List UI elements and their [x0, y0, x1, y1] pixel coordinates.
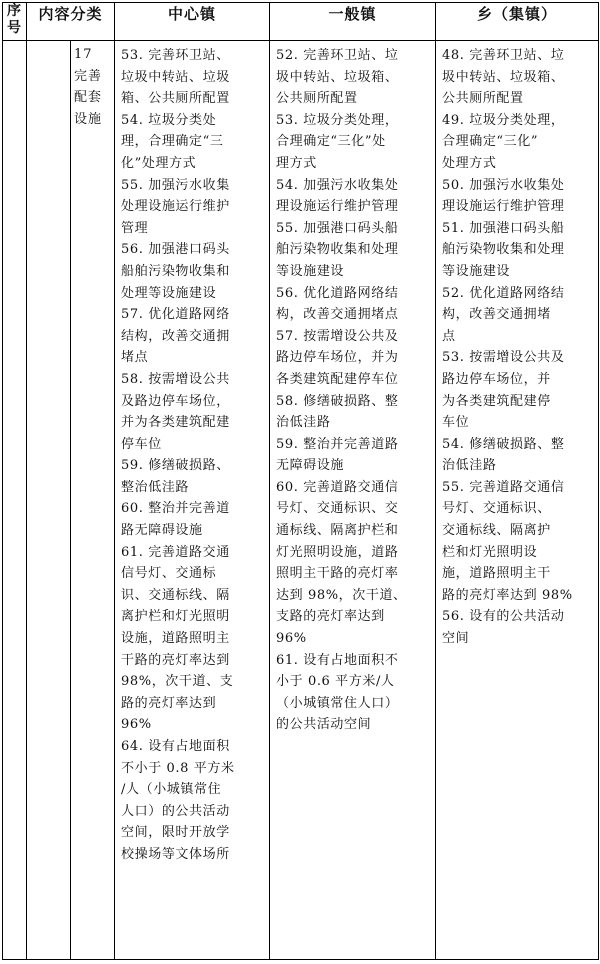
- text-line: 理设施运行维护管理: [276, 199, 399, 215]
- text-line: 60. 完善道路交通信: [276, 479, 399, 495]
- text-line: 理，合理确定“三: [121, 134, 224, 150]
- text-line: 合理确定“三化”处: [276, 134, 386, 150]
- text-line: 小于 0.6 平方米/人: [276, 674, 395, 690]
- text-line: 59. 整治并完善道路: [276, 436, 399, 452]
- text-line: 点: [442, 328, 456, 344]
- text-line: 及路边停车场位，: [121, 393, 230, 409]
- text-line: 路的亮灯率达到: [121, 695, 217, 711]
- text-line: 空间: [442, 631, 470, 647]
- text-line: 57. 优化道路网络: [121, 307, 230, 323]
- text-line: 48. 完善环卫站、垃: [442, 48, 565, 63]
- text-line: 53. 完善环卫站、: [121, 48, 230, 63]
- text-line: 56. 设有的公共活动: [442, 609, 565, 625]
- text-line: 61. 完善道路交通: [121, 544, 230, 560]
- text-line: 垃圾中转站、垃圾: [121, 69, 230, 85]
- text-line: 干路的亮灯率达到: [121, 652, 230, 668]
- text-line: 号灯、交通标识、: [442, 501, 551, 517]
- category-sub-line: 完善: [74, 68, 103, 84]
- table-header-row: [3, 3, 599, 41]
- text-line: /人（小城镇常住: [121, 782, 222, 798]
- text-line: 54. 加强污水收集处: [276, 177, 399, 193]
- general-town-text: [270, 41, 435, 736]
- text-line: 结构，改善交通拥: [121, 328, 230, 344]
- text-line: 处理设施运行维护: [121, 199, 230, 215]
- township-cell: [436, 41, 599, 960]
- text-line: 57. 按需增设公共及: [276, 328, 399, 344]
- text-line: 路边停车场位，并为: [276, 350, 399, 366]
- text-line: 58. 修缮破损路、整: [276, 393, 399, 409]
- text-line: 识、交通标线、隔: [121, 587, 230, 603]
- text-line: 治低洼路: [442, 458, 497, 474]
- text-line: 等设施建设: [442, 263, 511, 279]
- text-line: 59. 修缮破损路、: [121, 458, 230, 474]
- text-line: 53. 垃圾分类处理，: [276, 112, 399, 128]
- text-line: 理方式: [276, 155, 317, 171]
- text-line: 54. 垃圾分类处: [121, 112, 217, 128]
- header-township: 乡（集镇）: [436, 3, 599, 41]
- text-line: 停车位: [121, 436, 162, 452]
- text-line: 理设施运行维护管理: [442, 199, 565, 215]
- text-line: 构，改善交通拥堵: [442, 307, 551, 323]
- header-seq: 序号: [3, 3, 27, 41]
- general-town-cell: [270, 41, 436, 960]
- category-main-cell: [27, 41, 71, 960]
- text-line: （小城镇常住人口）: [276, 695, 399, 711]
- text-line: 等设施建设: [276, 263, 345, 279]
- text-line: 通标线、隔离护栏和: [276, 523, 399, 539]
- text-line: 路边停车场位，并: [442, 371, 551, 387]
- category-sub-line: 设施: [74, 111, 103, 127]
- text-line: 为各类建筑配建停: [442, 393, 551, 409]
- category-sub-line: 17: [74, 47, 93, 62]
- text-line: 达到 98%，次干道、: [276, 587, 407, 603]
- table-row: [3, 41, 599, 960]
- text-line: 并为各类建筑配建: [121, 415, 230, 431]
- text-line: 96%: [276, 631, 307, 647]
- text-line: 不小于 0.8 平方米: [121, 760, 235, 776]
- text-line: 船舶污染物收集和: [121, 263, 230, 279]
- text-line: 离护栏和灯光照明: [121, 609, 230, 625]
- text-line: 人口）的公共活动: [121, 803, 230, 819]
- text-line: 55. 加强污水收集: [121, 177, 230, 193]
- text-line: 96%: [121, 717, 152, 733]
- text-line: 56. 优化道路网络结: [276, 285, 399, 301]
- text-line: 58. 按需增设公共: [121, 371, 230, 387]
- text-line: 支路的亮灯率达到: [276, 609, 385, 625]
- seq-cell: [3, 41, 27, 960]
- category-sub-line: 配套: [74, 90, 103, 106]
- text-line: 路无障碍设施: [121, 523, 203, 539]
- text-line: 50. 加强污水收集处: [442, 177, 565, 193]
- text-line: 整治低洼路: [121, 479, 190, 495]
- text-line: 98%，次干道、支: [121, 674, 234, 690]
- text-line: 空间，限时开放学: [121, 825, 230, 841]
- text-line: 61. 设有占地面积不: [276, 652, 399, 668]
- text-line: 公共厕所配置: [442, 91, 524, 107]
- category-main-value: [27, 41, 70, 45]
- text-line: 55. 完善道路交通信: [442, 479, 565, 495]
- text-line: 圾中转站、垃圾箱、: [276, 69, 399, 85]
- text-line: 栏和灯光照明设: [442, 544, 538, 560]
- township-text: [436, 41, 598, 650]
- standards-table: [2, 2, 599, 960]
- text-line: 构，改善交通拥堵点: [276, 307, 399, 323]
- text-line: 治低洼路: [276, 415, 331, 431]
- header-category: 内容分类: [27, 3, 115, 41]
- center-town-text: [115, 41, 269, 866]
- text-line: 的公共活动空间: [276, 717, 372, 733]
- text-line: 合理确定“三化”: [442, 134, 539, 150]
- text-line: 52. 优化道路网络结: [442, 285, 565, 301]
- text-line: 52. 完善环卫站、垃: [276, 48, 399, 63]
- text-line: 处理方式: [442, 155, 497, 171]
- text-line: 照明主干路的亮灯率: [276, 566, 399, 582]
- center-town-cell: [115, 41, 270, 960]
- text-line: 舶污染物收集和处理: [442, 242, 565, 258]
- text-line: 56. 加强港口码头: [121, 242, 230, 258]
- seq-value: [3, 41, 26, 45]
- header-general-town: 一般镇: [270, 3, 436, 41]
- text-line: 处理等设施建设: [121, 285, 217, 301]
- text-line: 公共厕所配置: [276, 91, 358, 107]
- text-line: 信号灯、交通标: [121, 566, 217, 582]
- text-line: 箱、公共厕所配置: [121, 91, 230, 107]
- text-line: 交通标线、隔离护: [442, 523, 551, 539]
- text-line: 64. 设有占地面积: [121, 739, 230, 754]
- text-line: 车位: [442, 415, 470, 431]
- text-line: 圾中转站、垃圾箱、: [442, 69, 565, 85]
- text-line: 55. 加强港口码头船: [276, 220, 399, 236]
- text-line: 灯光照明设施，道路: [276, 544, 399, 560]
- text-line: 无障碍设施: [276, 458, 345, 474]
- text-line: 施，道路照明主干: [442, 566, 551, 582]
- text-line: 51. 加强港口码头船: [442, 220, 565, 236]
- header-center-town: 中心镇: [115, 3, 270, 41]
- text-line: 管理: [121, 220, 149, 236]
- text-line: 49. 垃圾分类处理，: [442, 112, 565, 128]
- text-line: 60. 整治并完善道: [121, 501, 230, 517]
- text-line: 各类建筑配建停车位: [276, 371, 399, 387]
- category-sub-cell: [71, 41, 115, 960]
- text-line: 设施，道路照明主: [121, 631, 230, 647]
- text-line: 54. 修缮破损路、整: [442, 436, 565, 452]
- text-line: 堵点: [121, 350, 149, 366]
- text-line: 舶污染物收集和处理: [276, 242, 399, 258]
- text-line: 53. 按需增设公共及: [442, 350, 565, 366]
- text-line: 路的亮灯率达到 98%: [442, 587, 573, 603]
- category-sub-text: [71, 41, 114, 130]
- text-line: 校操场等文体场所: [121, 846, 230, 862]
- text-line: 化”处理方式: [121, 155, 197, 171]
- text-line: 号灯、交通标识、交: [276, 501, 399, 517]
